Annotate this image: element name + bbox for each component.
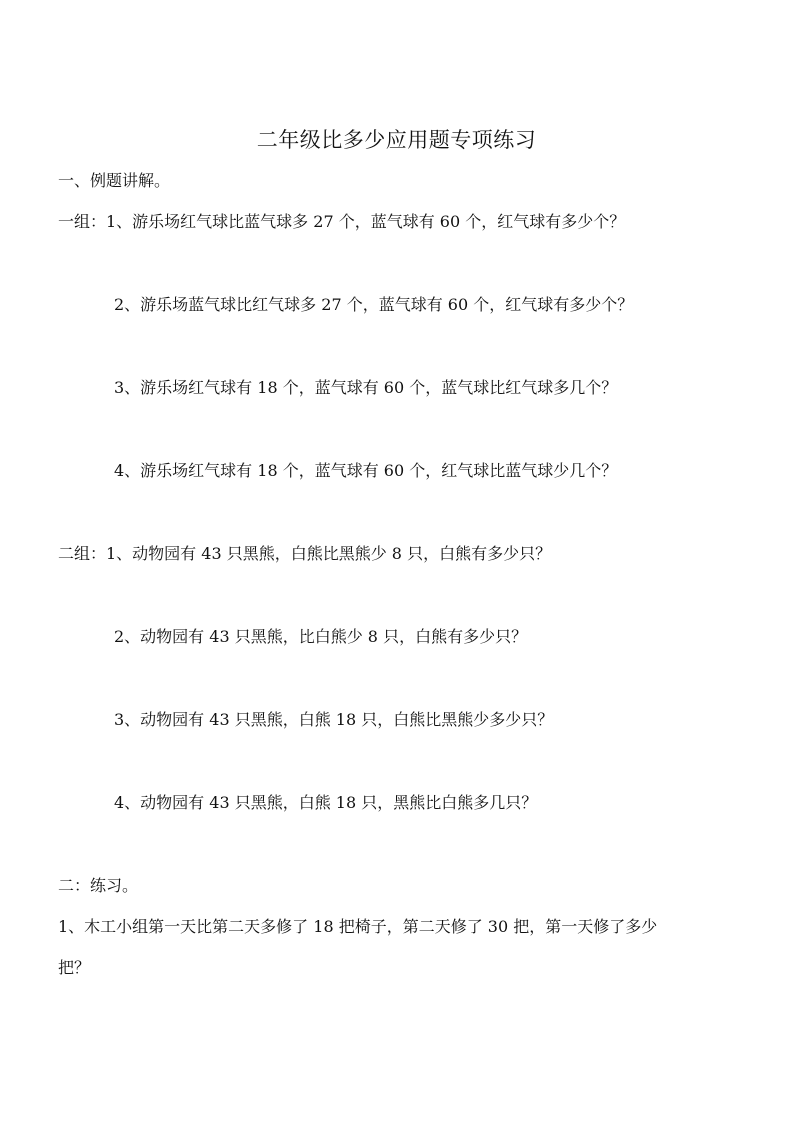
group1-question-4: 4、游乐场红气球有 18 个，蓝气球有 60 个，红气球比蓝气球少几个？ — [114, 461, 618, 480]
group1-question-3: 3、游乐场红气球有 18 个，蓝气球有 60 个，蓝气球比红气球多几个？ — [114, 378, 618, 397]
page-title: 二年级比多少应用题专项练习 — [256, 128, 537, 152]
group2-question-3: 3、动物园有 43 只黑熊，白熊 18 只，白熊比黑熊少多少只？ — [114, 710, 554, 729]
group1-question-1: 一组：1、游乐场红气球比蓝气球多 27 个，蓝气球有 60 个，红气球有多少个？ — [58, 212, 626, 231]
practice-question-1-line-1: 1、木工小组第一天比第二天多修了 18 把椅子，第二天修了 30 把，第一天修了多少 — [58, 917, 658, 936]
group1-question-2: 2、游乐场蓝气球比红气球多 27 个，蓝气球有 60 个，红气球有多少个？ — [114, 295, 634, 314]
group2-question-4: 4、动物园有 43 只黑熊，白熊 18 只，黑熊比白熊多几只？ — [114, 793, 538, 812]
section-heading-practice: 二：练习。 — [58, 876, 139, 895]
group2-question-2: 2、动物园有 43 只黑熊，比白熊少 8 只，白熊有多少只？ — [114, 627, 528, 646]
section-heading-examples: 一、例题讲解。 — [58, 171, 171, 190]
group2-question-1: 二组：1、动物园有 43 只黑熊，白熊比黑熊少 8 只，白熊有多少只？ — [58, 544, 552, 563]
practice-question-1-line-2: 把？ — [58, 958, 91, 977]
